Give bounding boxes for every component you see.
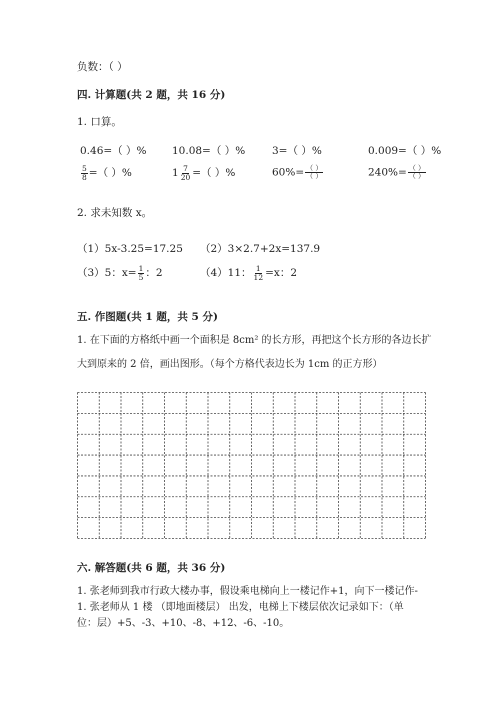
section4-q1-label: 1. 口算。 [77,116,122,128]
section4-title: 四. 计算题(共 2 题，共 16 分) [77,89,226,101]
fraction-1-12: $\frac{1}{12}$ [253,264,264,282]
blank-fraction-240: $\frac{( )}{( )}$ [408,164,426,180]
fraction-1-5: $\frac{1}{5}$ [138,264,144,282]
calc-10-08: 10.08=（ ）% [172,145,246,157]
section6-q1-line1: 1. 张老师到我市行政大楼办事，假设乘电梯向上一楼记作+1，向下一楼记作- [77,586,418,597]
equation-4: （4）11： $\frac{1}{12}$ =x：2 [200,264,297,282]
calc-0-009: 0.009=（ ）% [368,145,442,157]
section5-q1-line1: 1. 在下面的方格纸中画一个面积是 8cm² 的长方形，再把这个长方形的各边长扩 [77,335,432,346]
calc-1-7-20: 1 $\frac{7}{20}$ =（ ）% [172,164,236,182]
equation-2: （2）3×2.7+2x=137.9 [200,243,321,255]
calc-240-percent: 240%= $\frac{( )}{( )}$ [368,164,426,180]
section6-q1-line3: 位：层）+5、-3、+10、-8、+12、-6、-10。 [77,618,290,629]
calc-60-percent: 60%= $\frac{( )}{( )}$ [272,164,323,180]
section4-q2-label: 2. 求未知数 x。 [77,207,153,219]
blank-fraction-60: $\frac{( )}{( )}$ [306,164,323,180]
fraction-5-8: $\frac{5}{8}$ [82,164,87,182]
grid-paper-svg[interactable] [77,392,426,539]
equation-1: （1）5x-3.25=17.25 [77,243,183,255]
calc-5-8: $\frac{5}{8}$ =（ ）% [82,164,132,182]
section6-q1-line2: 1. 张老师从 1 楼 （即地面楼层） 出发，电梯上下楼层依次记录如下：（单 [77,602,404,613]
grid-paper[interactable] [77,392,426,543]
equation-3: （3）5：x= $\frac{1}{5}$ ：2 [77,264,163,282]
section5-title: 五. 作图题(共 1 题，共 5 分) [77,311,218,323]
calc-0-46: 0.46=（ ）% [80,145,147,157]
calc-3: 3=（ ）% [272,145,322,157]
section6-title: 六. 解答题(共 6 题，共 36 分) [77,562,226,574]
fraction-7-20: $\frac{7}{20}$ [180,164,191,182]
section5-q1-line2: 大到原来的 2 倍，画出图形。（每个方格代表边长为 1cm 的正方形） [77,359,383,370]
negatives-answer-line: 负数：（ ） [77,61,128,73]
